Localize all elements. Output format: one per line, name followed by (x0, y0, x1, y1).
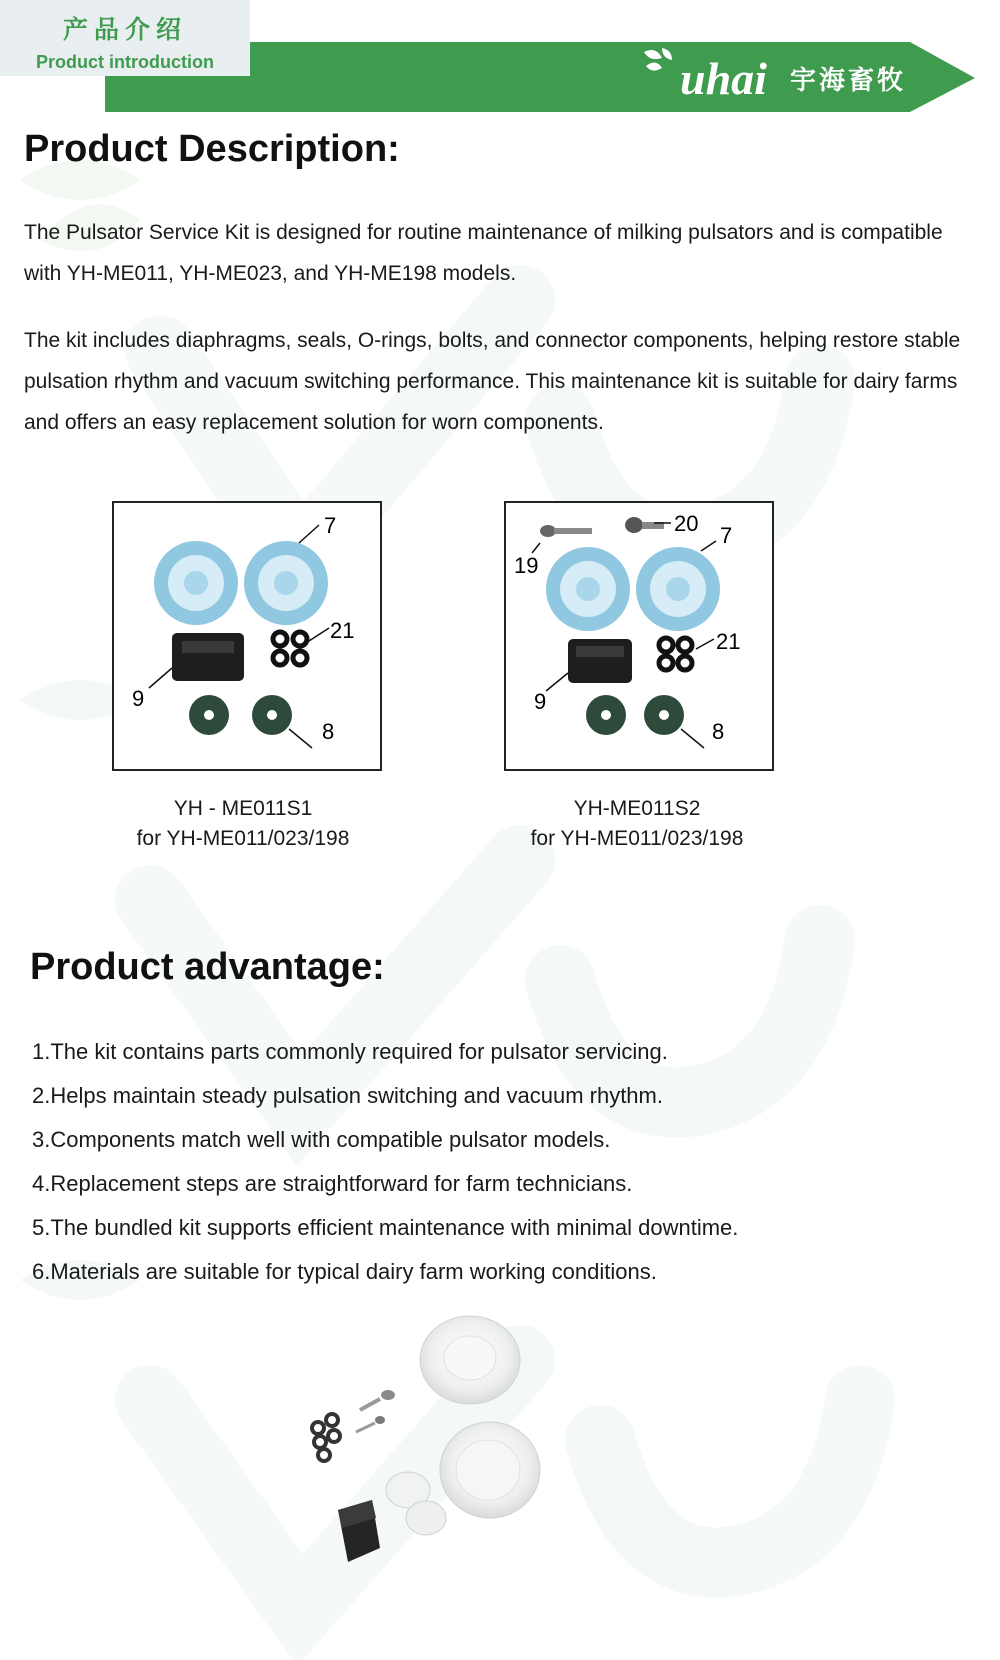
kit-s2-callout-screw-19: 19 (514, 553, 539, 578)
description-title: Product Description: (24, 128, 400, 170)
kit-s2-callout-screw-20: 20 (674, 511, 699, 536)
screw-icon (360, 1390, 395, 1410)
kit-s1-callout-diaphragm: 7 (324, 513, 337, 538)
advantage-title: Product advantage: (30, 946, 385, 988)
kit-s1-model: YH - ME011S1 (173, 797, 313, 820)
kit-s1-caption (78, 794, 408, 854)
kit-s2-model: YH-ME011S2 (573, 797, 701, 820)
kit-s1-callout-orings: 21 (330, 618, 355, 643)
screw-icon (625, 517, 664, 533)
advantage-item: 6.Materials are suitable for typical dairy farm working conditions. (32, 1259, 657, 1284)
kit-s2-compatibility: for YH-ME011/023/198 (530, 827, 744, 850)
brand-logo-text: uhai (680, 53, 767, 104)
advantage-list (32, 1030, 972, 1294)
kit-s2-parts (506, 503, 772, 769)
kit-s1-callout-seal: 8 (322, 719, 335, 744)
kit-s2-callout-orings: 21 (716, 629, 741, 654)
kit-s2-callout-connector: 9 (534, 689, 547, 714)
leaf-logo-icon (640, 44, 680, 84)
advantage-item: 1.The kit contains parts commonly required for pulsator servicing. (32, 1039, 668, 1064)
section-tab-chinese: 产品介绍 (62, 15, 187, 44)
kit-s1-compatibility: for YH-ME011/023/198 (136, 827, 350, 850)
kit-s1-parts (114, 503, 380, 769)
kit-diagram-s1 (112, 501, 382, 771)
description-paragraph-1: The Pulsator Service Kit is designed for routine maintenance of milking pulsators and is compatible with YH-ME011, YH-ME023, and YH-ME198 models. (24, 221, 943, 285)
description-paragraph-2: The kit includes diaphragms, seals, O-rings, bolts, and connector components, helping restore stable pulsation rhythm and vacuum switching performance. This maintenance kit is suitable for dairy farms and offers an easy replacement solution for worn components. (24, 329, 961, 434)
advantage-item: 5.The bundled kit supports efficient maintenance with minimal downtime. (32, 1215, 739, 1240)
kit-s2-caption (472, 794, 802, 854)
advantage-item: 3.Components match well with compatible pulsator models. (32, 1127, 611, 1152)
product-photo (280, 1300, 600, 1630)
screw-icon (356, 1416, 385, 1432)
kit-diagram-s2 (504, 501, 774, 771)
brand-chinese-name: 宇海畜牧 (790, 66, 907, 96)
advantage-item: 4.Replacement steps are straightforward for farm technicians. (32, 1171, 633, 1196)
advantage-item: 2.Helps maintain steady pulsation switching and vacuum rhythm. (32, 1083, 663, 1108)
kit-s2-callout-seal: 8 (712, 719, 725, 744)
kit-s2-callout-diaphragm: 7 (720, 523, 733, 548)
section-tab-english: Product introduction (36, 52, 214, 72)
screw-icon (540, 525, 592, 537)
section-tab (0, 0, 250, 76)
kit-s1-callout-connector: 9 (132, 686, 145, 711)
